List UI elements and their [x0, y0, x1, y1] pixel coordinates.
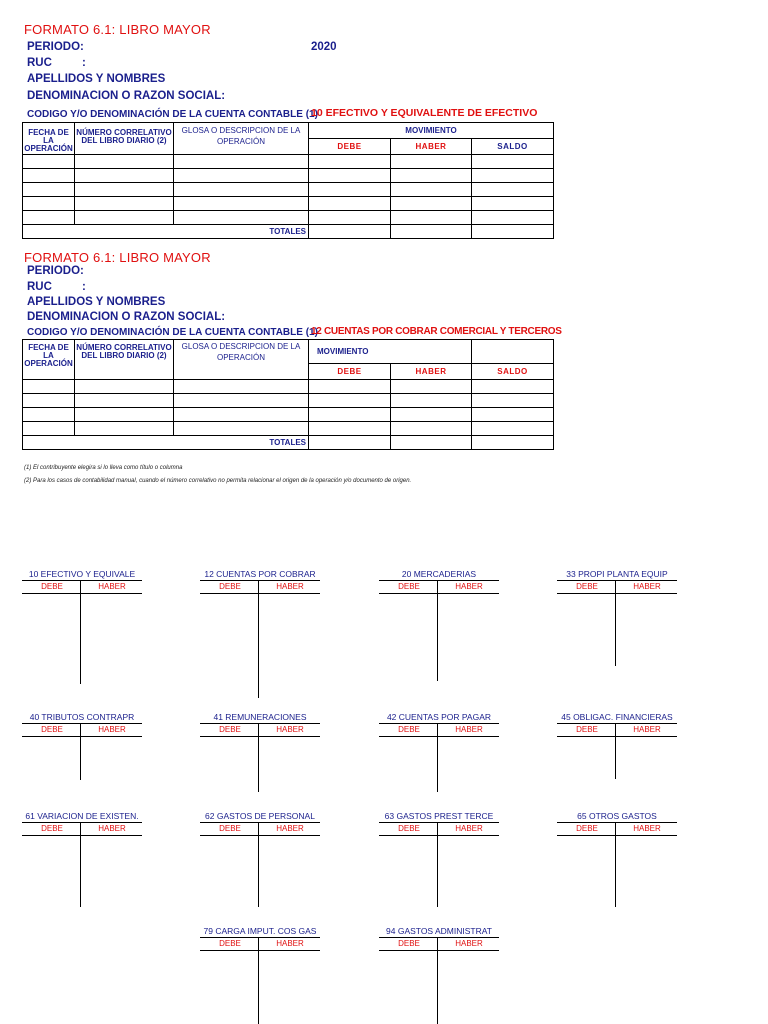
t-haber-label: HABER — [455, 725, 483, 734]
cell[interactable] — [391, 169, 472, 183]
apellidos-label: APELLIDOS Y NOMBRES — [27, 73, 166, 85]
total-debe-cell[interactable] — [309, 225, 391, 239]
t-account-name: 40 TRIBUTOS CONTRAPR — [29, 712, 135, 722]
t-debe-label: DEBE — [576, 824, 598, 833]
t-account — [379, 711, 499, 737]
ruc-label: RUC — [27, 281, 52, 293]
totals-row — [23, 436, 554, 450]
t-account — [557, 711, 677, 737]
cell — [472, 340, 554, 364]
t-haber-label: HABER — [276, 725, 304, 734]
t-account-name: 10 EFECTIVO Y EQUIVALE — [28, 569, 136, 579]
ruc-colon: : — [82, 281, 86, 293]
t-haber-label: HABER — [455, 824, 483, 833]
total-saldo-cell[interactable] — [472, 225, 554, 239]
cell[interactable] — [391, 408, 472, 422]
cell[interactable] — [472, 197, 554, 211]
t-account — [200, 925, 320, 951]
cell[interactable] — [391, 211, 472, 225]
table-row — [23, 169, 554, 183]
cell[interactable] — [23, 211, 75, 225]
cell[interactable] — [23, 183, 75, 197]
col-fecha-header: FECHA DE LA OPERACIÓN — [23, 340, 75, 380]
t-account-name: 45 OBLIGAC. FINANCIERAS — [561, 712, 673, 722]
t-debe-label: DEBE — [398, 824, 420, 833]
cell[interactable] — [75, 422, 174, 436]
t-debe-label: DEBE — [41, 582, 63, 591]
t-account-name: 42 CUENTAS POR PAGAR — [386, 712, 492, 722]
t-divider — [80, 581, 81, 684]
codigo-label: CODIGO Y/O DENOMINACIÓN DE LA CUENTA CONTABLE (1) — [27, 109, 318, 120]
t-debe-label: DEBE — [219, 939, 241, 948]
debe-header: DEBE — [309, 364, 391, 380]
codigo-value: 10 EFECTIVO Y EQUIVALENTE DE EFECTIVO — [311, 107, 538, 119]
col-glosa-header: GLOSA O DESCRIPCION DE LA OPERACIÓN — [174, 123, 309, 155]
cell[interactable] — [75, 408, 174, 422]
cell[interactable] — [174, 155, 309, 169]
col-numero-header: NÚMERO CORRELATIVO DEL LIBRO DIARIO (2) — [75, 340, 174, 380]
cell[interactable] — [75, 380, 174, 394]
cell[interactable] — [391, 380, 472, 394]
t-divider — [258, 581, 259, 698]
t-account — [379, 568, 499, 594]
cell[interactable] — [391, 183, 472, 197]
cell[interactable] — [174, 394, 309, 408]
cell[interactable] — [472, 183, 554, 197]
total-saldo-cell[interactable] — [472, 436, 554, 450]
t-haber-label: HABER — [455, 939, 483, 948]
periodo-label: PERIODO: — [27, 265, 84, 277]
t-account — [22, 568, 142, 594]
cell[interactable] — [75, 394, 174, 408]
t-debe-label: DEBE — [398, 725, 420, 734]
t-divider — [258, 938, 259, 1024]
t-account-name: 41 REMUNERACIONES — [213, 712, 307, 722]
format-title: FORMATO 6.1: LIBRO MAYOR — [24, 22, 211, 37]
t-account-name: 33 PROPI PLANTA EQUIP — [566, 569, 668, 579]
t-haber-label: HABER — [276, 939, 304, 948]
t-account-name: 20 MERCADERIAS — [401, 569, 477, 579]
cell[interactable] — [309, 197, 391, 211]
t-debe-label: DEBE — [219, 725, 241, 734]
table-row — [23, 197, 554, 211]
cell[interactable] — [23, 408, 75, 422]
t-haber-label: HABER — [276, 582, 304, 591]
cell[interactable] — [309, 183, 391, 197]
table-row — [23, 394, 554, 408]
table-row — [23, 422, 554, 436]
codigo-label: CODIGO Y/O DENOMINACIÓN DE LA CUENTA CONTABLE (1) — [27, 327, 318, 338]
movimiento-header: MOVIMIENTO — [309, 123, 554, 139]
footnote-2: (2) Para los casos de contabilidad manual, cuando el número correlativo no permita relacionar el origen de la operación y/o documento de origen. — [24, 478, 412, 484]
cell[interactable] — [75, 211, 174, 225]
footnote-1: (1) El contribuyente elegira si lo lleva como título o columna — [24, 465, 183, 471]
cell[interactable] — [472, 211, 554, 225]
cell[interactable] — [472, 422, 554, 436]
cell[interactable] — [472, 380, 554, 394]
t-debe-label: DEBE — [576, 725, 598, 734]
t-account — [200, 711, 320, 737]
denominacion-label: DENOMINACION O RAZON SOCIAL: — [27, 311, 226, 323]
cell[interactable] — [174, 183, 309, 197]
totales-label: TOTALES — [23, 225, 309, 239]
cell[interactable] — [75, 183, 174, 197]
cell[interactable] — [309, 380, 391, 394]
t-divider — [437, 581, 438, 681]
t-account — [557, 810, 677, 836]
t-haber-label: HABER — [98, 582, 126, 591]
t-account-name: 65 OTROS GASTOS — [577, 811, 657, 821]
t-debe-label: DEBE — [398, 939, 420, 948]
cell[interactable] — [23, 422, 75, 436]
ledger-table-2 — [22, 339, 554, 450]
ledger-table-1 — [22, 122, 554, 239]
total-haber-cell[interactable] — [391, 436, 472, 450]
table-row — [23, 211, 554, 225]
t-account — [200, 568, 320, 594]
t-divider — [615, 581, 616, 666]
t-divider — [258, 724, 259, 792]
t-haber-label: HABER — [633, 582, 661, 591]
table-row — [23, 183, 554, 197]
t-account — [379, 810, 499, 836]
col-numero-header: NÚMERO CORRELATIVO DEL LIBRO DIARIO (2) — [75, 123, 174, 155]
saldo-header: SALDO — [472, 364, 554, 380]
t-divider — [437, 724, 438, 792]
cell[interactable] — [472, 155, 554, 169]
t-account-name: 63 GASTOS PREST TERCE — [384, 811, 494, 821]
t-haber-label: HABER — [633, 725, 661, 734]
cell[interactable] — [23, 155, 75, 169]
ruc-label: RUC — [27, 57, 52, 69]
t-account-name: 61 VARIACION DE EXISTEN. — [25, 811, 139, 821]
cell[interactable] — [391, 422, 472, 436]
haber-header: HABER — [391, 364, 472, 380]
col-glosa-header: GLOSA O DESCRIPCION DE LA OPERACIÓN — [174, 340, 309, 380]
t-account — [22, 810, 142, 836]
total-debe-cell[interactable] — [309, 436, 391, 450]
table-row — [23, 408, 554, 422]
t-debe-label: DEBE — [398, 582, 420, 591]
t-debe-label: DEBE — [219, 824, 241, 833]
t-debe-label: DEBE — [41, 824, 63, 833]
t-divider — [258, 823, 259, 907]
t-debe-label: DEBE — [576, 582, 598, 591]
cell[interactable] — [309, 422, 391, 436]
cell[interactable] — [391, 155, 472, 169]
cell[interactable] — [174, 422, 309, 436]
t-divider — [615, 823, 616, 907]
table-row — [23, 380, 554, 394]
ruc-colon: : — [82, 57, 86, 69]
t-debe-label: DEBE — [219, 582, 241, 591]
totales-label: TOTALES — [23, 436, 309, 450]
cell[interactable] — [309, 169, 391, 183]
periodo-value: 2020 — [311, 41, 337, 53]
t-account-name: 62 GASTOS DE PERSONAL — [205, 811, 315, 821]
denominacion-label: DENOMINACION O RAZON SOCIAL: — [27, 90, 226, 102]
cell[interactable] — [309, 394, 391, 408]
t-account-name: 94 GASTOS ADMINISTRAT — [386, 926, 492, 936]
t-account — [22, 711, 142, 737]
cell[interactable] — [23, 197, 75, 211]
cell[interactable] — [309, 211, 391, 225]
t-haber-label: HABER — [633, 824, 661, 833]
movimiento-header: MOVIMIENTO — [309, 340, 472, 364]
t-divider — [80, 724, 81, 780]
cell[interactable] — [391, 394, 472, 408]
cell[interactable] — [174, 197, 309, 211]
t-account — [557, 568, 677, 594]
t-divider — [80, 823, 81, 907]
t-divider — [615, 724, 616, 779]
periodo-label: PERIODO: — [27, 41, 84, 53]
apellidos-label: APELLIDOS Y NOMBRES — [27, 296, 166, 308]
cell[interactable] — [23, 169, 75, 183]
cell[interactable] — [472, 169, 554, 183]
cell[interactable] — [174, 169, 309, 183]
cell[interactable] — [174, 380, 309, 394]
totals-row — [23, 225, 554, 239]
t-account-name: 12 CUENTAS POR COBRAR — [204, 569, 316, 579]
t-haber-label: HABER — [276, 824, 304, 833]
cell[interactable] — [472, 394, 554, 408]
t-account-name: 79 CARGA IMPUT. COS GAS — [203, 926, 317, 936]
cell[interactable] — [23, 394, 75, 408]
saldo-header: SALDO — [472, 139, 554, 155]
col-fecha-header: FECHA DE LA OPERACIÓN — [23, 123, 75, 155]
haber-header: HABER — [391, 139, 472, 155]
cell[interactable] — [75, 169, 174, 183]
cell[interactable] — [391, 197, 472, 211]
t-account — [200, 810, 320, 836]
debe-header: DEBE — [309, 139, 391, 155]
total-haber-cell[interactable] — [391, 225, 472, 239]
cell[interactable] — [174, 211, 309, 225]
cell[interactable] — [174, 408, 309, 422]
t-haber-label: HABER — [98, 824, 126, 833]
cell[interactable] — [75, 155, 174, 169]
t-divider — [437, 938, 438, 1024]
t-debe-label: DEBE — [41, 725, 63, 734]
format-title: FORMATO 6.1: LIBRO MAYOR — [24, 250, 211, 265]
cell[interactable] — [23, 380, 75, 394]
t-account — [379, 925, 499, 951]
t-haber-label: HABER — [98, 725, 126, 734]
cell[interactable] — [472, 408, 554, 422]
t-haber-label: HABER — [455, 582, 483, 591]
cell[interactable] — [309, 155, 391, 169]
cell[interactable] — [75, 197, 174, 211]
cell[interactable] — [309, 408, 391, 422]
codigo-value: 12 CUENTAS POR COBRAR COMERCIAL Y TERCEROS — [311, 326, 562, 337]
t-divider — [437, 823, 438, 907]
table-row — [23, 155, 554, 169]
